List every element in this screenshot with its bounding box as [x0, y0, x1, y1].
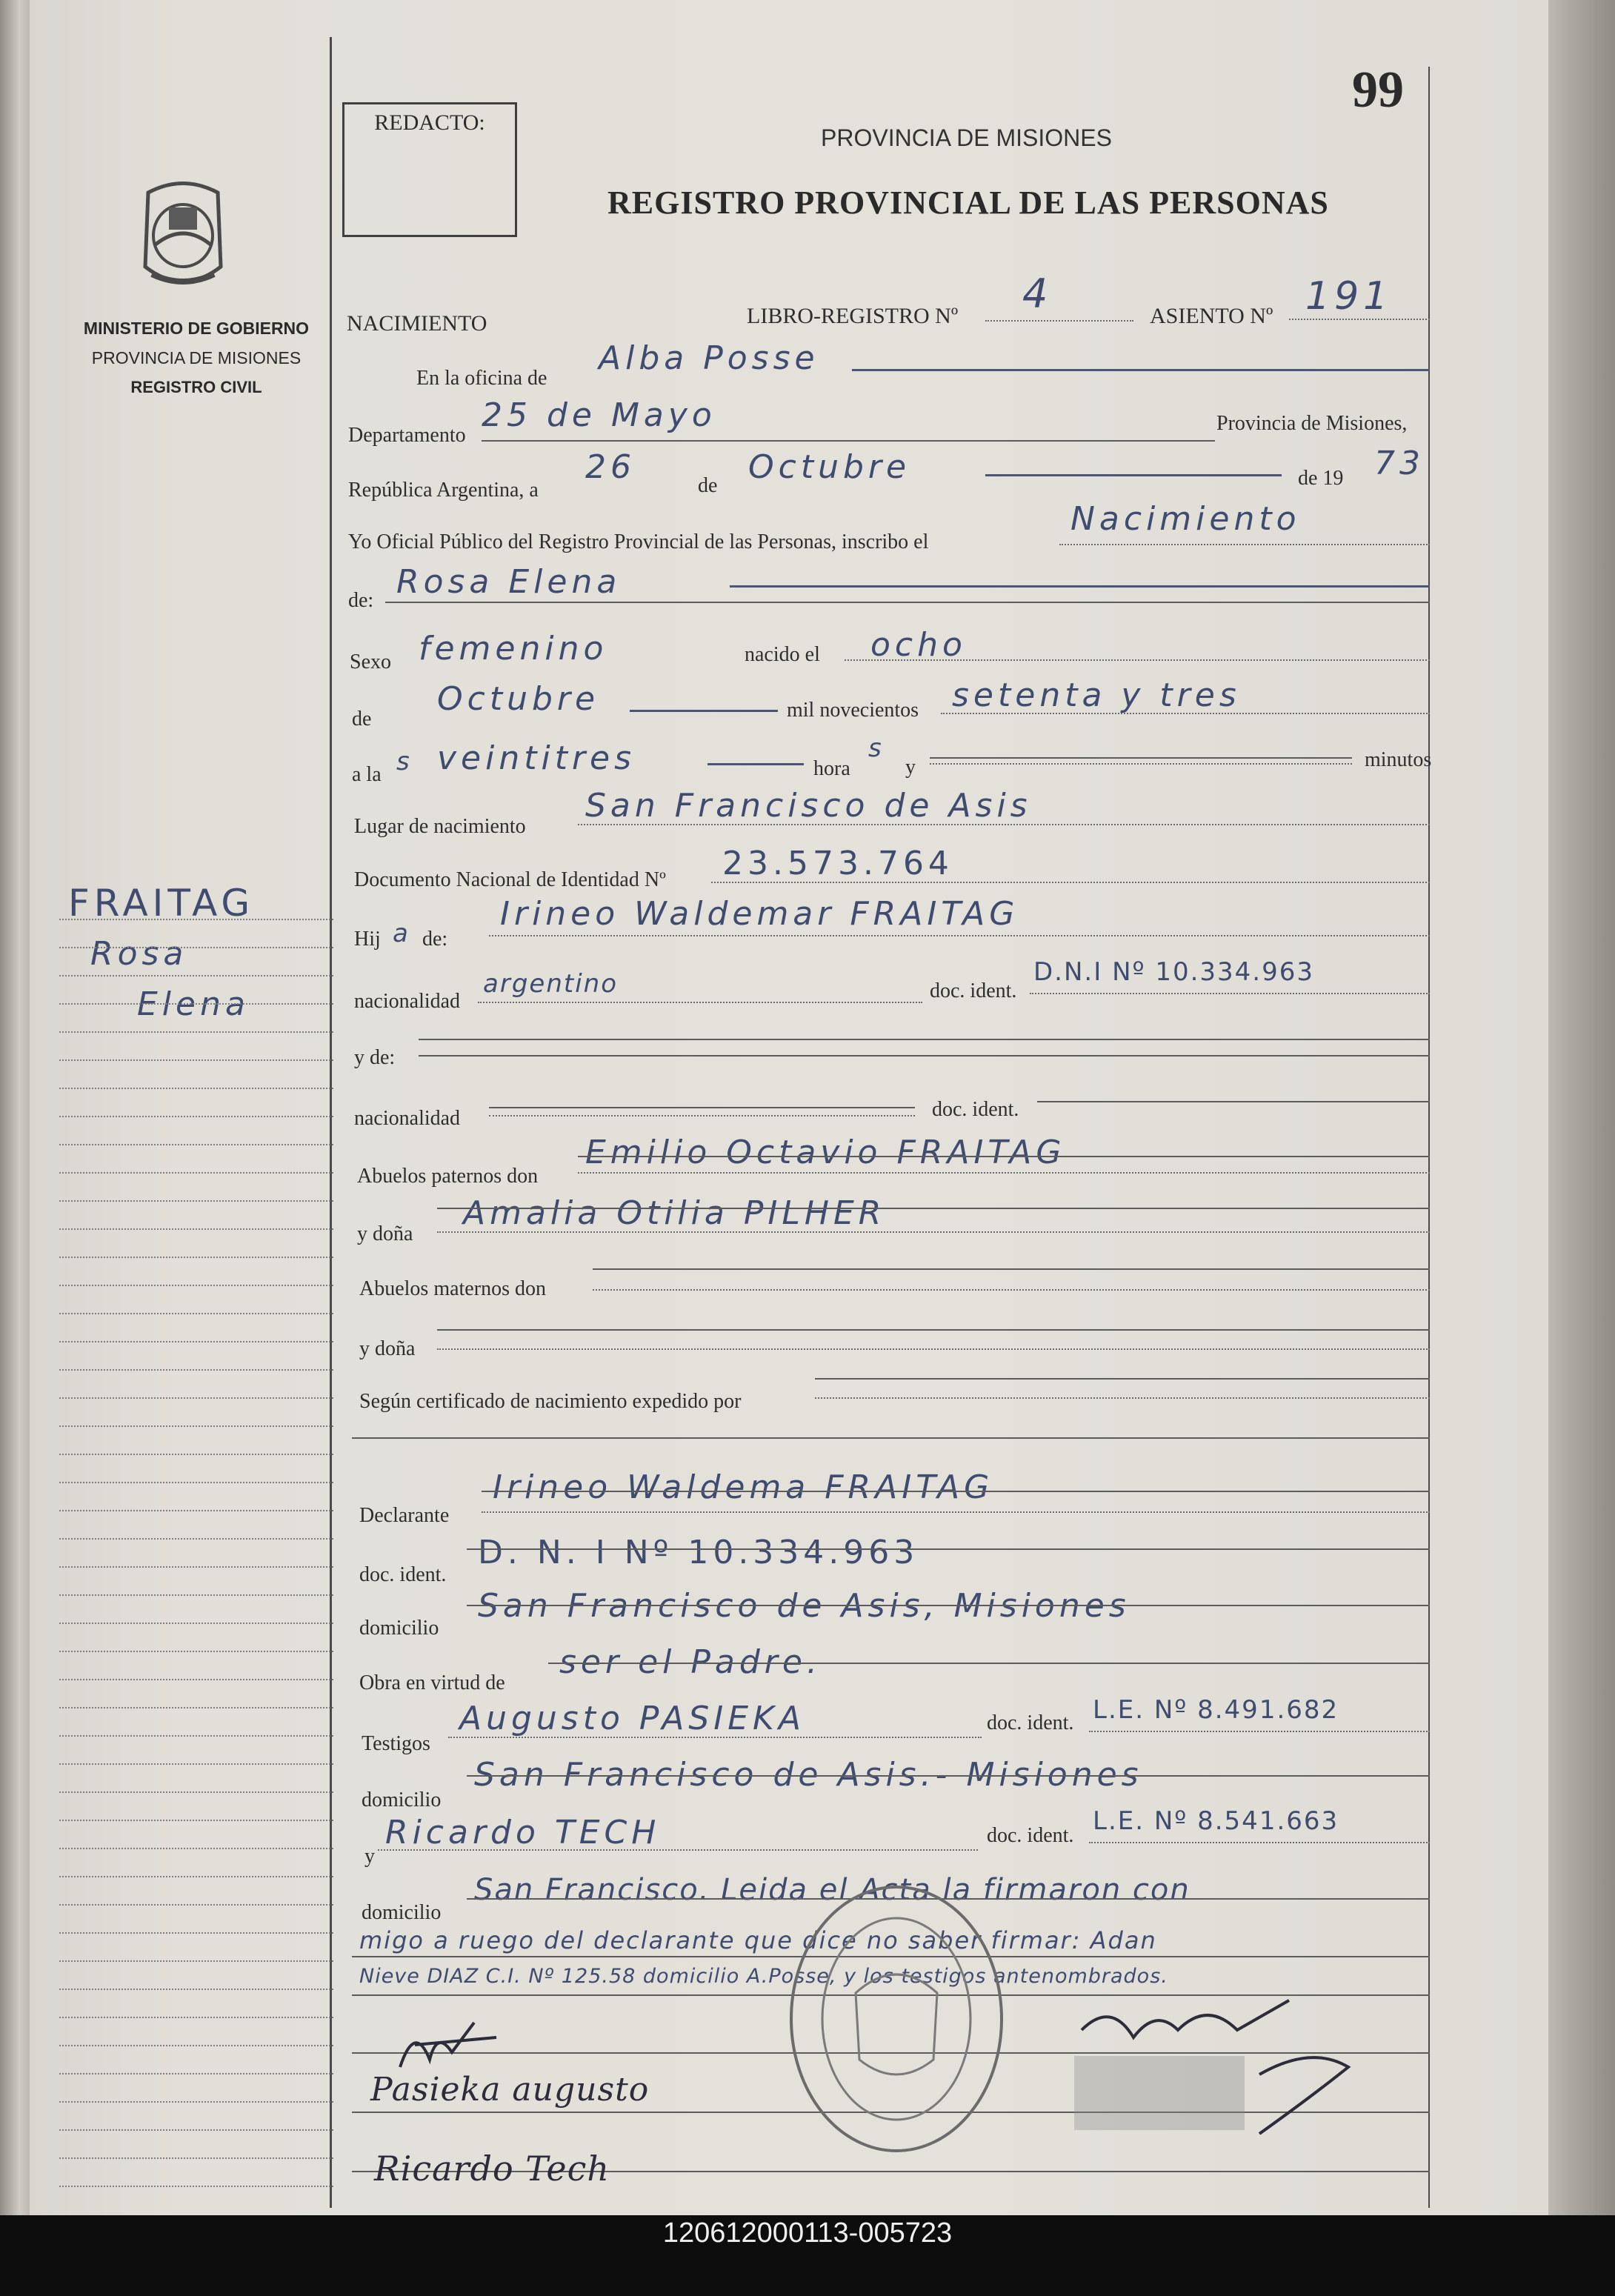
margin-ruled-line	[59, 1820, 333, 1821]
margin-ruled-line	[59, 2017, 333, 2018]
declarante-doc-label: doc. ident.	[359, 1563, 447, 1586]
official-signature	[1067, 1971, 1378, 2163]
province-title: PROVINCIA DE MISIONES	[821, 124, 1112, 151]
fecha-anio: 73	[1374, 445, 1425, 482]
testigo2-value: Ricardo TECH	[385, 1814, 661, 1851]
margin-surname: FRAITAG	[68, 882, 255, 925]
declarante-value: Irineo Waldema FRAITAG	[493, 1468, 994, 1506]
firma-tech: Ricardo Tech	[374, 2149, 610, 2189]
hij-suffix: a	[393, 919, 410, 948]
obra-line	[548, 1663, 1430, 1664]
declarante-domicilio-value: San Francisco de Asis, Misiones	[478, 1587, 1130, 1625]
abuelo-paterno-line	[578, 1156, 1430, 1157]
margin-ruled-line	[59, 1285, 333, 1286]
asiento-value: 191	[1305, 274, 1393, 319]
declarante-dots	[482, 1511, 1430, 1513]
declarante-label: Declarante	[359, 1504, 450, 1527]
hora-line	[707, 763, 804, 765]
libro-value: 4	[1022, 270, 1053, 317]
margin-ruled-line	[59, 2101, 333, 2103]
testigo2-domicilio-label: domicilio	[362, 1901, 442, 1924]
margin-ruled-line	[59, 1172, 333, 1174]
testigo1-domicilio-value: San Francisco de Asis.- Misiones	[474, 1756, 1143, 1794]
testigo2-domicilio-value: San Francisco. Leida el Acta la firmaron con	[474, 1873, 1191, 1907]
archive-footer	[0, 2215, 1615, 2296]
fecha-mes: Octubre	[748, 448, 911, 486]
madre-nacionalidad-dots	[489, 1115, 915, 1117]
redacto-box	[342, 102, 517, 237]
ministry-line-1: MINISTERIO DE GOBIERNO	[83, 319, 310, 338]
fecha-de-1: de	[698, 474, 718, 497]
abuela-paterna-line	[437, 1208, 1430, 1209]
abuela-paterna-label: y doña	[357, 1222, 413, 1245]
declarante-domicilio-label: domicilio	[359, 1617, 439, 1640]
departamento-line	[482, 440, 1215, 442]
margin-ruled-line	[59, 1848, 333, 1849]
nombre-value: Rosa Elena	[396, 563, 622, 601]
madre-line-2	[419, 1055, 1430, 1057]
madre-doc-line	[1037, 1101, 1430, 1102]
testigo1-doc-label: doc. ident.	[987, 1711, 1074, 1734]
margin-ruled-line	[59, 1707, 333, 1708]
hora-suffix: s	[868, 733, 883, 763]
nacido-anio-line	[941, 713, 1430, 714]
margin-ruled-line	[59, 1425, 333, 1427]
margin-ruled-line	[59, 1116, 333, 1117]
dni-value: 23.573.764	[722, 845, 953, 882]
margin-ruled-line	[59, 1088, 333, 1089]
hora-value: veintitres	[437, 739, 636, 777]
margin-ruled-line	[59, 1482, 333, 1483]
segun-dots	[815, 1397, 1430, 1399]
page-number: 99	[1352, 61, 1404, 119]
page-edge	[1548, 0, 1615, 2215]
hij-de-label: de:	[422, 928, 448, 951]
margin-ruled-line	[59, 1904, 333, 1906]
testigo2-y-label: y	[364, 1845, 375, 1868]
libro-label: LIBRO-REGISTRO Nº	[747, 304, 959, 328]
segun-label: Según certificado de nacimiento expedido por	[359, 1390, 742, 1413]
nacido-dia-value: ocho	[870, 626, 967, 664]
nacimiento-label: NACIMIENTO	[347, 311, 487, 336]
margin-ruled-line	[59, 1623, 333, 1624]
margin-ruled-line	[59, 1651, 333, 1652]
margin-ruled-line	[59, 1763, 333, 1765]
testigo2-doc-label: doc. ident.	[987, 1824, 1074, 1847]
nacido-mes-line	[630, 710, 778, 712]
margin-ruled-line	[59, 1960, 333, 1962]
padre-doc-label: doc. ident.	[930, 979, 1017, 1002]
margin-ruled-line	[59, 1679, 333, 1680]
nota-linea-2: migo a ruego del declarante que dice no saber firmar: Adan	[359, 1926, 1157, 1954]
testigo1-line	[448, 1737, 982, 1738]
margin-ruled-line	[59, 1397, 333, 1399]
nombre-line	[385, 602, 1430, 603]
ministry-line-3: REGISTRO CIVIL	[130, 378, 262, 396]
sexo-value: femenino	[419, 630, 608, 668]
padre-line	[489, 935, 1430, 936]
margin-ruled-line	[59, 1228, 333, 1230]
testigo2-doc-line	[1089, 1842, 1430, 1843]
dni-line	[711, 882, 1430, 883]
padre-nacionalidad-value: argentino	[483, 969, 618, 999]
yo-oficial-label: Yo Oficial Público del Registro Provincial de las Personas, inscribo el	[348, 530, 929, 553]
margin-ruled-line	[59, 1791, 333, 1793]
hora-label: hora	[813, 757, 850, 780]
inscribe-line	[1059, 544, 1430, 545]
declarante-doc-line	[467, 1548, 1430, 1550]
declarante-line	[482, 1491, 1430, 1492]
lugar-line	[578, 824, 1430, 825]
padre-doc-value: D.N.I Nº 10.334.963	[1033, 957, 1314, 987]
declarante-domicilio-line	[467, 1605, 1430, 1606]
testigo2-line	[378, 1849, 978, 1851]
y-label: y	[905, 756, 916, 779]
departamento-value: 25 de Mayo	[482, 396, 716, 434]
right-border	[1428, 67, 1430, 2208]
republica-label: República Argentina, a	[348, 479, 539, 502]
hij-label: Hij	[354, 928, 381, 951]
abuelo-paterno-value: Emilio Octavio FRAITAG	[585, 1134, 1066, 1171]
padre-doc-line	[1030, 993, 1430, 994]
fecha-line	[985, 474, 1282, 476]
padre-nacionalidad-label: nacionalidad	[354, 990, 461, 1013]
nombre-ink	[730, 585, 1430, 588]
nacido-de-label: de	[352, 708, 372, 731]
fecha-dia: 26	[585, 448, 636, 486]
abuelos-maternos-label: Abuelos maternos don	[359, 1277, 546, 1300]
testigo1-domicilio-line	[467, 1775, 1430, 1777]
inscribe-value: Nacimiento	[1070, 500, 1301, 538]
madre-nacionalidad-line	[489, 1107, 915, 1108]
dni-label: Documento Nacional de Identidad Nº	[354, 868, 666, 891]
abuelos-paternos-label: Abuelos paternos don	[357, 1165, 539, 1188]
nota-linea-3: Nieve DIAZ C.I. Nº 125.58 domicilio A.Posse, y los testigos antenombrados.	[359, 1965, 1168, 1988]
firma-pasieka: Pasieka augusto	[370, 2071, 650, 2109]
abuelo-paterno-dots	[578, 1172, 1430, 1174]
margin-ruled-line	[59, 1454, 333, 1455]
book-binding	[0, 0, 33, 2215]
margin-ruled-line	[59, 2157, 333, 2159]
margin-ruled-line	[59, 975, 333, 976]
padre-nacionalidad-line	[478, 1002, 922, 1003]
departamento-label: Departamento	[348, 424, 466, 447]
margin-ruled-line	[59, 1932, 333, 1934]
oficina-label: En la oficina de	[416, 367, 547, 390]
minutos-label: minutos	[1365, 748, 1432, 771]
madre-nacionalidad-label: nacionalidad	[354, 1107, 461, 1130]
testigo2-doc-value: L.E. Nº 8.541.663	[1093, 1806, 1339, 1836]
lugar-label: Lugar de nacimiento	[354, 815, 526, 838]
testigo1-domicilio-label: domicilio	[362, 1788, 442, 1811]
abuela-materna-label: y doña	[359, 1337, 416, 1360]
minutos-line	[930, 763, 1352, 765]
de-label: de:	[348, 589, 374, 612]
nacido-dia-line	[845, 659, 1430, 661]
sexo-label: Sexo	[350, 650, 391, 673]
margin-ruled-line	[59, 1989, 333, 1990]
margin-name-2: Elena	[137, 985, 250, 1023]
margin-ruled-line	[59, 1510, 333, 1511]
margin-name-1: Rosa	[90, 935, 188, 973]
padre-value: Irineo Waldemar FRAITAG	[500, 895, 1019, 933]
madre-line	[419, 1039, 1430, 1040]
margin-ruled-line	[59, 1003, 333, 1005]
mil-novecientos-label: mil novecientos	[787, 699, 919, 722]
minutos-rule	[930, 757, 1352, 759]
abuela-materna-line	[437, 1329, 1430, 1331]
abuela-paterna-value: Amalia Otilia PILHER	[463, 1194, 886, 1232]
declarante-doc-value: D. N. I Nº 10.334.963	[478, 1534, 919, 1571]
provincia-label: Provincia de Misiones,	[1216, 412, 1408, 435]
obra-label: Obra en virtud de	[359, 1671, 505, 1694]
abuelo-materno-dots	[593, 1289, 1430, 1291]
testigos-label: Testigos	[362, 1732, 430, 1755]
nacido-mes-value: Octubre	[437, 680, 600, 718]
oficina-line	[852, 369, 1430, 371]
oficina-value: Alba Posse	[599, 339, 819, 377]
nacido-anio-value: setenta y tres	[952, 676, 1241, 714]
margin-ruled-line	[59, 1594, 333, 1596]
margin-ruled-line	[59, 2045, 333, 2046]
abuelo-materno-line	[593, 1268, 1430, 1270]
margin-ruled-line	[59, 1059, 333, 1061]
testigo1-value: Augusto PASIEKA	[459, 1700, 805, 1737]
segun-line-2	[352, 1437, 1430, 1439]
lugar-value: San Francisco de Asis	[585, 787, 1032, 825]
libro-line	[985, 320, 1133, 322]
margin-ruled-line	[59, 2129, 333, 2131]
margin-ruled-line	[59, 1144, 333, 1145]
margin-ruled-line	[59, 1031, 333, 1033]
margin-ruled-line	[59, 919, 333, 920]
margin-ruled-line	[59, 1566, 333, 1568]
coat-of-arms-icon	[133, 178, 233, 296]
nacido-el-label: nacido el	[745, 643, 820, 666]
madre-doc-label: doc. ident.	[932, 1098, 1019, 1121]
hora-prefix: s	[396, 747, 411, 776]
registry-title: REGISTRO PROVINCIAL DE LAS PERSONAS	[607, 184, 1329, 221]
a-la-label: a la	[352, 763, 382, 786]
margin-ruled-line	[59, 2073, 333, 2074]
abuela-paterna-dots	[437, 1231, 1430, 1233]
margin-ruled-line	[59, 1341, 333, 1342]
margin-ruled-line	[59, 1538, 333, 1540]
segun-line	[815, 1378, 1430, 1380]
margin-ruled-line	[59, 947, 333, 948]
asiento-line	[1289, 319, 1430, 320]
ministry-line-2: PROVINCIA DE MISIONES	[91, 348, 302, 367]
fecha-de19: de 19	[1298, 467, 1344, 490]
archive-id: 120612000113-005723	[662, 2217, 953, 2249]
margin-ruled-line	[59, 1257, 333, 1258]
margin-ruled-line	[59, 2186, 333, 2187]
abuela-materna-dots	[437, 1348, 1430, 1350]
margin-ruled-line	[59, 1369, 333, 1371]
redacto-label: REDACTO:	[374, 110, 485, 135]
y-de-label: y de:	[354, 1046, 396, 1069]
testigo1-doc-line	[1089, 1731, 1430, 1732]
margin-ruled-line	[59, 1313, 333, 1314]
margin-ruled-line	[59, 1876, 333, 1877]
margin-ruled-line	[59, 1200, 333, 1202]
asiento-label: ASIENTO Nº	[1150, 304, 1273, 328]
obra-value: ser el Padre.	[559, 1643, 822, 1681]
official-seal-stamp	[785, 1882, 1008, 2156]
testigo1-doc-value: L.E. Nº 8.491.682	[1093, 1695, 1339, 1725]
margin-ruled-line	[59, 1735, 333, 1737]
